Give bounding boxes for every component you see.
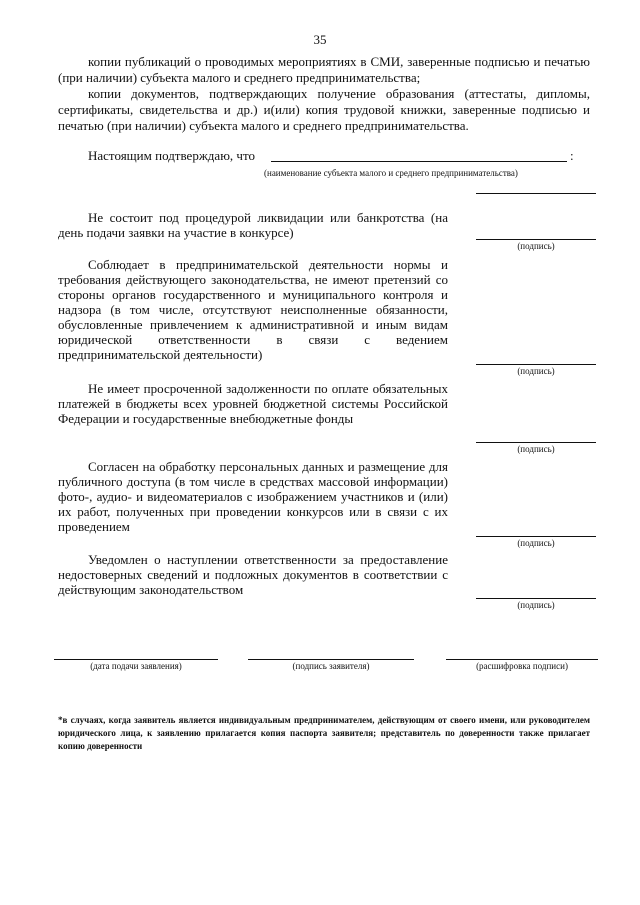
applicant-signature-line[interactable] xyxy=(248,659,414,660)
signature-caption-1: (подпись) xyxy=(517,241,555,251)
statement-item-1 xyxy=(58,210,448,240)
statement-text: Не состоит под процедурой ликвидации или банкротства (на день подачи заявки на участие в конкурсе) xyxy=(58,210,448,240)
signature-caption-5: (подпись) xyxy=(517,600,555,610)
subject-name-continuation-line[interactable] xyxy=(476,193,596,194)
confirmation-text: Настоящим подтверждаю, что xyxy=(88,148,255,163)
intro-paragraph-1: копии публикаций о проводимых мероприятиях в СМИ, заверенные подписью и печатью (при наличии) субъекта малого и среднего предпринимательства; xyxy=(58,54,590,85)
date-caption: (дата подачи заявления) xyxy=(90,661,182,671)
statement-item-4 xyxy=(58,459,448,534)
applicant-signature-caption: (подпись заявителя) xyxy=(292,661,370,671)
statement-text: Согласен на обработку персональных данных и размещение для публичного доступа (в том числе в средствах массовой информации) фото-, аудио- и видеоматериалов с изображением участников и (или) их работ, полученных при проведении конкурсов или в связи с их проведением xyxy=(58,459,448,534)
statement-item-2 xyxy=(58,257,448,362)
signature-caption-2: (подпись) xyxy=(517,366,555,376)
signature-line-1[interactable] xyxy=(476,239,596,240)
signature-caption-4: (подпись) xyxy=(517,538,555,548)
statement-item-5 xyxy=(58,552,448,597)
intro-paragraph-2: копии документов, подтверждающих получение образования (аттестаты, дипломы, сертификаты, свидетельства и др.) и(или) копия трудовой книжки, заверенные подписью и печатью (при наличии) субъекта малого и среднего предпринимательства. xyxy=(58,86,590,133)
signature-line-4[interactable] xyxy=(476,536,596,537)
subject-name-field[interactable] xyxy=(271,161,567,162)
signature-line-5[interactable] xyxy=(476,598,596,599)
page-number: 35 xyxy=(313,32,327,47)
documents-list xyxy=(58,54,590,134)
signature-decoding-line[interactable] xyxy=(446,659,598,660)
statement-item-3 xyxy=(58,381,448,426)
signature-line-3[interactable] xyxy=(476,442,596,443)
statement-text: Соблюдает в предпринимательской деятельности нормы и требования действующего законодательства, не имеют претензий со стороны органов государственного и муниципального контроля и надзора (в том числе, отсутствуют неисполненные обязанности, обусловленные привлечением к административной и иным видам юридической ответственности в связи с ведением предпринимательской деятельности) xyxy=(58,257,448,362)
confirmation-colon: : xyxy=(570,148,574,163)
statement-text: Не имеет просроченной задолженности по оплате обязательных платежей в бюджеты всех уровней бюджетной системы Российской Федерации и государственные внебюджетные фонды xyxy=(58,381,448,426)
signature-caption-3: (подпись) xyxy=(517,444,555,454)
signature-decoding-caption: (расшифровка подписи) xyxy=(476,661,568,671)
subject-name-caption: (наименование субъекта малого и среднего предпринимательства) xyxy=(264,168,518,178)
date-line[interactable] xyxy=(54,659,218,660)
signature-line-2[interactable] xyxy=(476,364,596,365)
confirmation-line xyxy=(88,148,574,164)
footnote: *в случаях, когда заявитель является индивидуальным предпринимателем, действующим от своего имени, или руководителем юридического лица, к заявлению прилагается копия паспорта заявителя; представитель по доверенности также прилагает копию доверенности xyxy=(58,715,590,751)
statement-text: Уведомлен о наступлении ответственности за предоставление недостоверных сведений и подложных документов в соответствии с действующим законодательством xyxy=(58,552,448,597)
